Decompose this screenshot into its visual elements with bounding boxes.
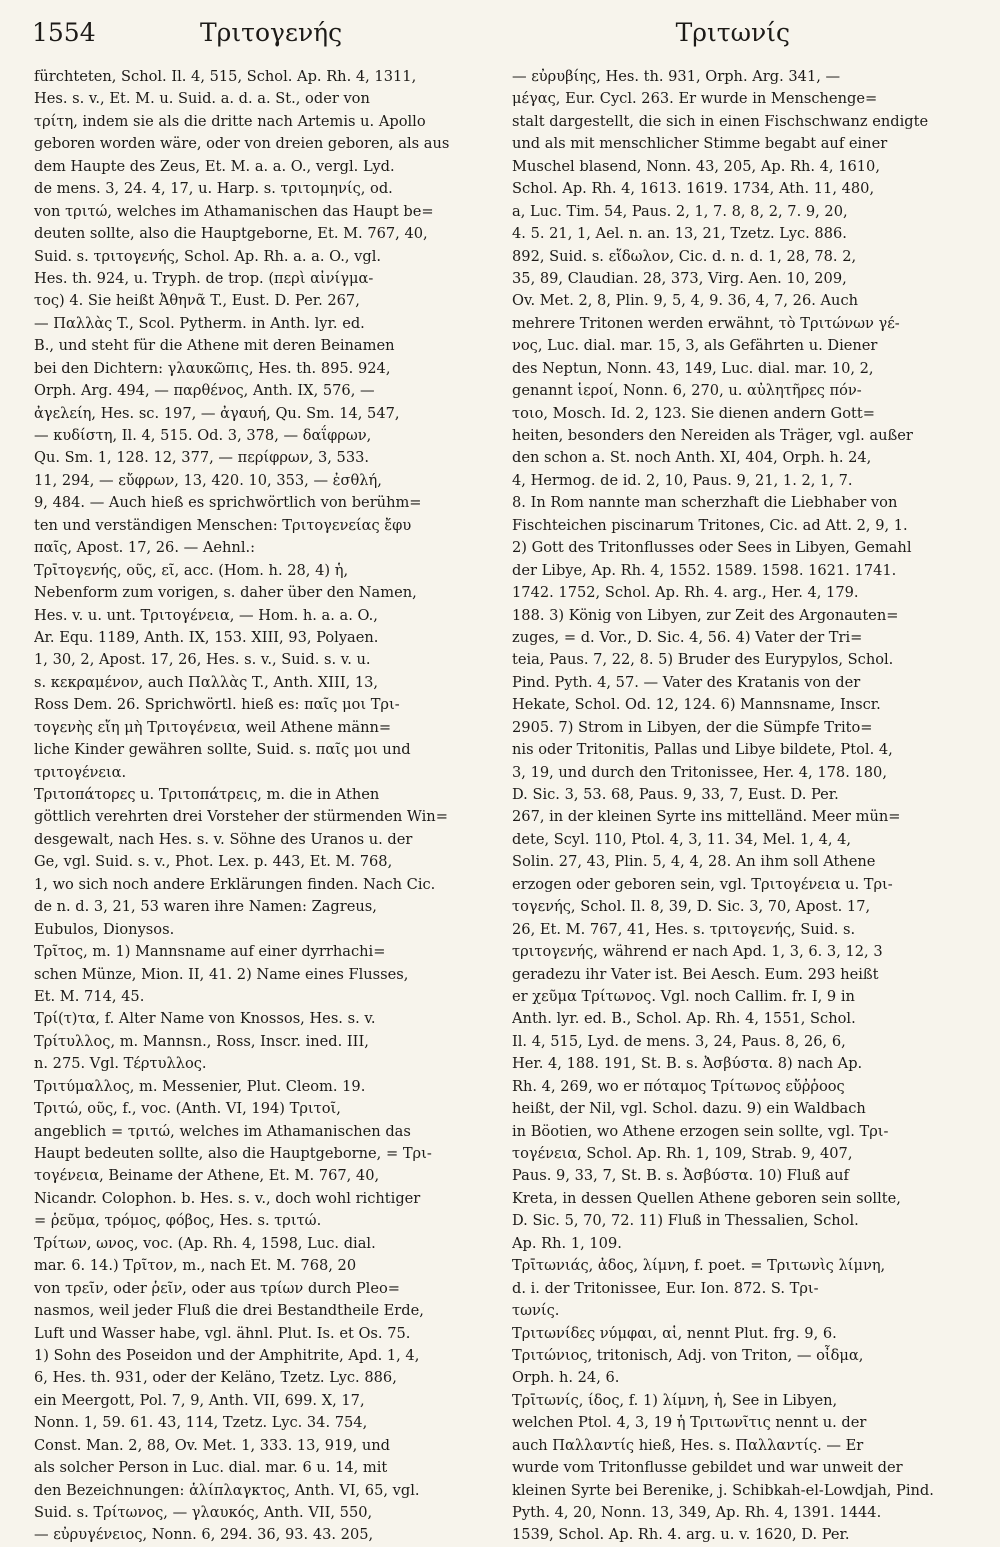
text-line: ein Meergott, Pol. 7, 9, Anth. VII, 699. X, 17, xyxy=(34,1391,365,1409)
text-line: des Neptun, Nonn. 43, 149, Luc. dial. mar. 10, 2, xyxy=(512,359,874,377)
text-line: 26, Et. M. 767, 41, Hes. s. τριτογενής, Suid. s. xyxy=(512,920,856,938)
text-line: D. Sic. 5, 70, 72. 11) Fluß in Thessalien, Schol. xyxy=(512,1212,859,1230)
text-line: Hes. th. 924, u. Tryph. de trop. (περὶ αἰνίγμα- xyxy=(34,269,374,287)
text-line: Hes. s. v., Et. M. u. Suid. a. d. a. St., oder von xyxy=(34,90,370,108)
text-line: heiten, besonders den Nereiden als Träger, vgl. außer xyxy=(512,427,913,444)
text-line: den Bezeichnungen: ἁλίπλαγκτος, Anth. VI, 65, vgl. xyxy=(34,1481,420,1499)
text-line: heißt, der Nil, vgl. Schol. dazu. 9) ein Waldbach xyxy=(512,1100,866,1118)
text-line: D. Sic. 3, 53. 68, Paus. 9, 33, 7, Eust. D. Per. xyxy=(512,786,839,803)
text-line: Τρί(τ)τα, f. Alter Name von Knossos, Hes. s. v. xyxy=(34,1010,376,1028)
text-line: den schon a. St. noch Anth. XI, 404, Orph. h. 24, xyxy=(512,449,872,467)
text-line: erzogen oder geboren sein, vgl. Τριτογένεια u. Τρι- xyxy=(512,875,893,893)
text-line: Τρῑτογενής, οῦς, εῖ, acc. (Hom. h. 28, 4) ἡ, xyxy=(34,561,349,579)
text-line: 1742. 1752, Schol. Ap. Rh. 4. arg., Her. 4, 179. xyxy=(512,584,859,602)
text-line: auch Παλλαντίς hieß, Hes. s. Παλλαντίς. — Er xyxy=(512,1436,864,1454)
text-line: — εὐρυγένειος, Nonn. 6, 294. 36, 93. 43. 205, xyxy=(34,1526,374,1544)
text-line: τοιο, Mosch. Id. 2, 123. Sie dienen andern Gott= xyxy=(512,404,875,422)
text-line: 11, 294, — εὔφρων, 13, 420. 10, 353, — ἐσθλή, xyxy=(34,471,382,489)
text-line: mehrere Tritonen werden erwähnt, τὸ Τριτώνων γέ- xyxy=(512,314,900,332)
text-line: Rh. 4, 269, wo er πόταμος Τρίτωνος εὔῤῥοος xyxy=(512,1077,845,1095)
text-line: 6, Hes. th. 931, oder der Keläno, Tzetz. Lyc. 886, xyxy=(34,1369,397,1387)
text-line: Nicandr. Colophon. b. Hes. s. v., doch wohl richtiger xyxy=(34,1189,421,1207)
page-header xyxy=(30,18,970,58)
text-line: Ar. Equ. 1189, Anth. IX, 153. XIII, 93, Polyaen. xyxy=(34,628,379,646)
text-line: Ross Dem. 26. Sprichwörtl. hieß es: παῖς μοι Τρι- xyxy=(34,696,400,714)
text-line: angeblich = τριτώ, welches im Athamanischen das xyxy=(34,1122,411,1140)
text-line: τωνίς. xyxy=(512,1302,560,1320)
text-line: ἀγελείη, Hes. sc. 197, — ἀγαυή, Qu. Sm. 14, 547, xyxy=(34,404,400,422)
text-line: Schol. Ap. Rh. 4, 1613. 1619. 1734, Ath. 11, 480, xyxy=(512,180,875,198)
text-line: Pind. Pyth. 4, 57. — Vater des Kratanis von der xyxy=(512,673,861,691)
text-line: Τριτώ, οῦς, f., voc. (Anth. VI, 194) Τριτοῖ, xyxy=(34,1100,341,1118)
text-line: τογενὴς εἴη μὴ Τριτογένεια, weil Athene männ= xyxy=(34,718,392,736)
text-line: — Παλλὰς T., Scol. Pytherm. in Anth. lyr. ed. xyxy=(34,314,365,332)
text-line: 892, Suid. s. εἴδωλον, Cic. d. n. d. 1, 28, 78. 2, xyxy=(512,247,857,265)
text-line: 267, in der kleinen Syrte ins mittelländ. Meer mün= xyxy=(512,808,901,826)
text-line: dete, Scyl. 110, Ptol. 4, 3, 11. 34, Mel. 1, 4, 4, xyxy=(512,830,852,848)
text-line: von τριτώ, welches im Athamanischen das Haupt be= xyxy=(34,202,434,220)
text-line: 8. In Rom nannte man scherzhaft die Liebhaber von xyxy=(512,494,898,512)
text-line: 4. 5. 21, 1, Ael. n. an. 13, 21, Tzetz. Lyc. 886. xyxy=(512,225,847,243)
text-line: schen Münze, Mion. II, 41. 2) Name eines Flusses, xyxy=(34,965,409,983)
text-line: deuten sollte, also die Hauptgeborne, Et. M. 767, 40, xyxy=(34,225,428,243)
text-line: Nebenform zum vorigen, s. daher über den Namen, xyxy=(34,584,417,602)
text-line: Et. M. 714, 45. xyxy=(34,987,145,1005)
text-line: bei den Dichtern: γλαυκῶπις, Hes. th. 895. 924, xyxy=(34,359,391,377)
text-line: 35, 89, Claudian. 28, 373, Virg. Aen. 10, 209, xyxy=(512,269,847,287)
text-line: ten und verständigen Menschen: Τριτογενείας ἔφυ xyxy=(34,516,412,534)
text-line: Τριτοπάτορες u. Τριτοπάτρεις, m. die in Athen xyxy=(34,786,380,803)
text-line: Τριτωνίδες νύμφαι, αἱ, nennt Plut. frg. 9, 6. xyxy=(512,1324,837,1342)
text-line: Τρῑτωνιάς, ἀδος, λίμνη, f. poet. = Τριτωνὶς λίμνη, xyxy=(512,1257,886,1275)
text-line: Orph. h. 24, 6. xyxy=(512,1369,620,1387)
text-line: τογένεια, Beiname der Athene, Et. M. 767, 40, xyxy=(34,1167,380,1185)
text-line: welchen Ptol. 4, 3, 19 ἡ Τριτωνῖτις nennt u. der xyxy=(512,1414,867,1432)
text-line: der Libye, Ap. Rh. 4, 1552. 1589. 1598. 1621. 1741. xyxy=(512,561,897,579)
text-line: genannt ἱεροί, Nonn. 6, 270, u. αὐλητῆρες πόν- xyxy=(512,382,862,400)
text-line: 1, 30, 2, Apost. 17, 26, Hes. s. v., Suid. s. v. u. xyxy=(34,651,371,669)
text-line: 2) Gott des Tritonflusses oder Sees in Libyen, Gemahl xyxy=(512,539,912,557)
text-line: und als mit menschlicher Stimme begabt auf einer xyxy=(512,135,888,153)
text-line: Orph. Arg. 494, — παρθένος, Anth. IX, 576, — xyxy=(34,382,375,400)
text-line: Const. Man. 2, 88, Ov. Met. 1, 333. 13, 919, und xyxy=(34,1436,391,1454)
text-line: Anth. lyr. ed. B., Schol. Ap. Rh. 4, 1551, Schol. xyxy=(512,1010,856,1028)
text-line: desgewalt, nach Hes. s. v. Söhne des Uranos u. der xyxy=(34,830,413,848)
text-line: kleinen Syrte bei Berenike, j. Schibkah-el-Lowdjah, Pind. xyxy=(512,1481,934,1499)
text-line: geradezu ihr Vater ist. Bei Aesch. Eum. 293 heißt xyxy=(512,965,879,983)
text-line: Τριτύμαλλος, m. Messenier, Plut. Cleom. 19. xyxy=(34,1077,366,1095)
text-line: τογένεια, Schol. Ap. Rh. 1, 109, Strab. 9, 407, xyxy=(512,1145,853,1162)
text-line: Haupt bedeuten sollte, also die Hauptgeborne, = Τρι- xyxy=(34,1145,432,1162)
text-line: 1) Sohn des Poseidon und der Amphitrite, Apd. 1, 4, xyxy=(34,1346,420,1364)
text-line: Luft und Wasser habe, vgl. ähnl. Plut. Is. et Os. 75. xyxy=(34,1324,411,1342)
text-line: Fischteichen piscinarum Tritones, Cic. ad Att. 2, 9, 1. xyxy=(512,516,908,534)
text-line: de n. d. 3, 21, 53 waren ihre Namen: Zagreus, xyxy=(34,898,377,916)
text-line: παῖς, Apost. 17, 26. — Aehnl.: xyxy=(34,539,256,557)
text-line: τογενής, Schol. Il. 8, 39, D. Sic. 3, 70, Apost. 17, xyxy=(512,898,871,916)
text-line: teia, Paus. 7, 22, 8. 5) Bruder des Eurypylos, Schol. xyxy=(512,651,894,669)
text-line: als solcher Person in Luc. dial. mar. 6 u. 14, mit xyxy=(34,1459,388,1477)
text-line: liche Kinder gewähren sollte, Suid. s. παῖς μοι und xyxy=(34,741,411,759)
text-line: Pyth. 4, 20, Nonn. 13, 349, Ap. Rh. 4, 1391. 1444. xyxy=(512,1504,882,1521)
text-line: nasmos, weil jeder Fluß die drei Bestandtheile Erde, xyxy=(34,1302,424,1320)
text-line: 9, 484. — Auch hieß es sprichwörtlich von berühm= xyxy=(34,494,422,512)
text-line: Τρῖτος, m. 1) Mannsname auf einer dyrrhachi= xyxy=(34,943,386,961)
text-line: wurde vom Tritonflusse gebildet und war unweit der xyxy=(512,1459,903,1477)
text-line: göttlich verehrten drei Vorsteher der stürmenden Win= xyxy=(34,808,448,826)
text-line: d. i. der Tritonissee, Eur. Ion. 872. S. Τρι- xyxy=(512,1279,819,1297)
text-line: Qu. Sm. 1, 128. 12, 377, — περίφρων, 3, 533. xyxy=(34,449,370,467)
header-left-guide-word: Τριτογενής xyxy=(200,18,343,47)
text-line: Hes. v. u. unt. Τριτογένεια, — Hom. h. a. a. O., xyxy=(34,606,378,624)
text-line: er χεῦμα Τρίτωνος. Vgl. noch Callim. fr. I, 9 in xyxy=(512,987,855,1005)
text-line: — κυδίστη, Il. 4, 515. Od. 3, 378, — δαΐφρων, xyxy=(34,427,372,444)
text-line: Nonn. 1, 59. 61. 43, 114, Tzetz. Lyc. 34. 754, xyxy=(34,1414,368,1432)
page-number: 1554 xyxy=(32,18,96,47)
text-line: 1, wo sich noch andere Erklärungen finden. Nach Cic. xyxy=(34,875,436,893)
text-line: Il. 4, 515, Lyd. de mens. 3, 24, Paus. 8, 26, 6, xyxy=(512,1032,846,1050)
text-line: Ov. Met. 2, 8, Plin. 9, 5, 4, 9. 36, 4, 7, 26. Auch xyxy=(512,292,859,310)
text-line: Eubulos, Dionysos. xyxy=(34,920,175,938)
text-line: = ῥεῦμα, τρόμος, φόβος, Hes. s. τριτώ. xyxy=(34,1212,322,1230)
text-line: τος) 4. Sie heißt Ἀθηνᾶ T., Eust. D. Per. 267, xyxy=(34,292,360,310)
text-line: nis oder Tritonitis, Pallas und Libye bildete, Ptol. 4, xyxy=(512,741,893,759)
text-line: Her. 4, 188. 191, St. B. s. Ἀσβύστα. 8) nach Ap. xyxy=(512,1055,863,1073)
text-line: a, Luc. Tim. 54, Paus. 2, 1, 7. 8, 8, 2, 7. 9, 20, xyxy=(512,202,848,220)
text-line: 3, 19, und durch den Tritonissee, Her. 4, 178. 180, xyxy=(512,763,887,781)
text-line: n. 275. Vgl. Τέρτυλλος. xyxy=(34,1055,207,1073)
text-line: Solin. 27, 43, Plin. 5, 4, 4, 28. An ihm soll Athene xyxy=(512,853,876,871)
text-line: μέγας, Eur. Cycl. 263. Er wurde in Menschenge= xyxy=(512,90,878,108)
right-column xyxy=(512,66,984,1547)
text-line: Paus. 9, 33, 7, St. B. s. Ἀσβύστα. 10) Fluß auf xyxy=(512,1167,849,1185)
text-line: Τριτώνιος, tritonisch, Adj. von Triton, — οἶδμα, xyxy=(512,1346,864,1364)
text-line: Ap. Rh. 1, 109. xyxy=(512,1234,622,1252)
text-line: Suid. s. Τρίτωνος, — γλαυκός, Anth. VII, 550, xyxy=(34,1504,373,1521)
text-line: Τρίτων, ωνος, voc. (Ap. Rh. 4, 1598, Luc. dial. xyxy=(34,1234,376,1252)
text-line: Suid. s. τριτογενής, Schol. Ap. Rh. a. a. O., vgl. xyxy=(34,247,382,265)
text-line: Hekate, Schol. Od. 12, 124. 6) Mannsname, Inscr. xyxy=(512,696,881,714)
text-line: B., und steht für die Athene mit deren Beinamen xyxy=(34,337,395,355)
text-line: in Böotien, wo Athene erzogen sein sollte, vgl. Τρι- xyxy=(512,1122,889,1140)
text-line: mar. 6. 14.) Τρῖτον, m., nach Et. M. 768, 20 xyxy=(34,1257,357,1275)
left-column xyxy=(34,66,506,1547)
text-line: Τρῑτωνίς, ίδος, f. 1) λίμνη, ἡ, See in Libyen, xyxy=(512,1391,838,1409)
text-line: geboren worden wäre, oder von dreien geboren, als aus xyxy=(34,135,450,153)
text-line: dem Haupte des Zeus, Et. M. a. a. O., vergl. Lyd. xyxy=(34,157,395,175)
text-line: 188. 3) König von Libyen, zur Zeit des Argonauten= xyxy=(512,606,899,624)
text-line: 1539, Schol. Ap. Rh. 4. arg. u. v. 1620, D. Per. xyxy=(512,1526,850,1544)
text-line: s. κεκραμένον, auch Παλλὰς T., Anth. XIII, 13, xyxy=(34,673,379,691)
text-line: 2905. 7) Strom in Libyen, der die Sümpfe Trito= xyxy=(512,718,873,736)
text-line: τριτογενής, während er nach Apd. 1, 3, 6. 3, 12, 3 xyxy=(512,943,883,961)
text-line: von τρεῖν, oder ῥεῖν, oder aus τρίων durch Pleo= xyxy=(34,1279,401,1297)
text-line: Τρίτυλλος, m. Mannsn., Ross, Inscr. ined. III, xyxy=(34,1032,369,1050)
text-line: τρίτη, indem sie als die dritte nach Artemis u. Apollo xyxy=(34,112,426,130)
text-line: νος, Luc. dial. mar. 15, 3, als Gefährten u. Diener xyxy=(512,337,878,355)
text-line: fürchteten, Schol. Il. 4, 515, Schol. Ap. Rh. 4, 1311, xyxy=(34,68,417,85)
text-line: de mens. 3, 24. 4, 17, u. Harp. s. τριτομηνίς, od. xyxy=(34,180,393,198)
text-line: zuges, = d. Vor., D. Sic. 4, 56. 4) Vater der Tri= xyxy=(512,628,863,646)
text-line: stalt dargestellt, die sich in einen Fischschwanz endigte xyxy=(512,112,929,130)
text-line: τριτογένεια. xyxy=(34,763,127,781)
text-line: 4, Hermog. de id. 2, 10, Paus. 9, 21, 1. 2, 1, 7. xyxy=(512,471,853,489)
text-line: Muschel blasend, Nonn. 43, 205, Ap. Rh. 4, 1610, xyxy=(512,157,880,175)
text-line: — εὐρυβίης, Hes. th. 931, Orph. Arg. 341, — xyxy=(512,68,841,85)
header-right-guide-word: Τριτωνίς xyxy=(675,18,790,47)
text-line: Ge, vgl. Suid. s. v., Phot. Lex. p. 443, Et. M. 768, xyxy=(34,853,393,871)
text-line: Kreta, in dessen Quellen Athene geboren sein sollte, xyxy=(512,1189,901,1207)
